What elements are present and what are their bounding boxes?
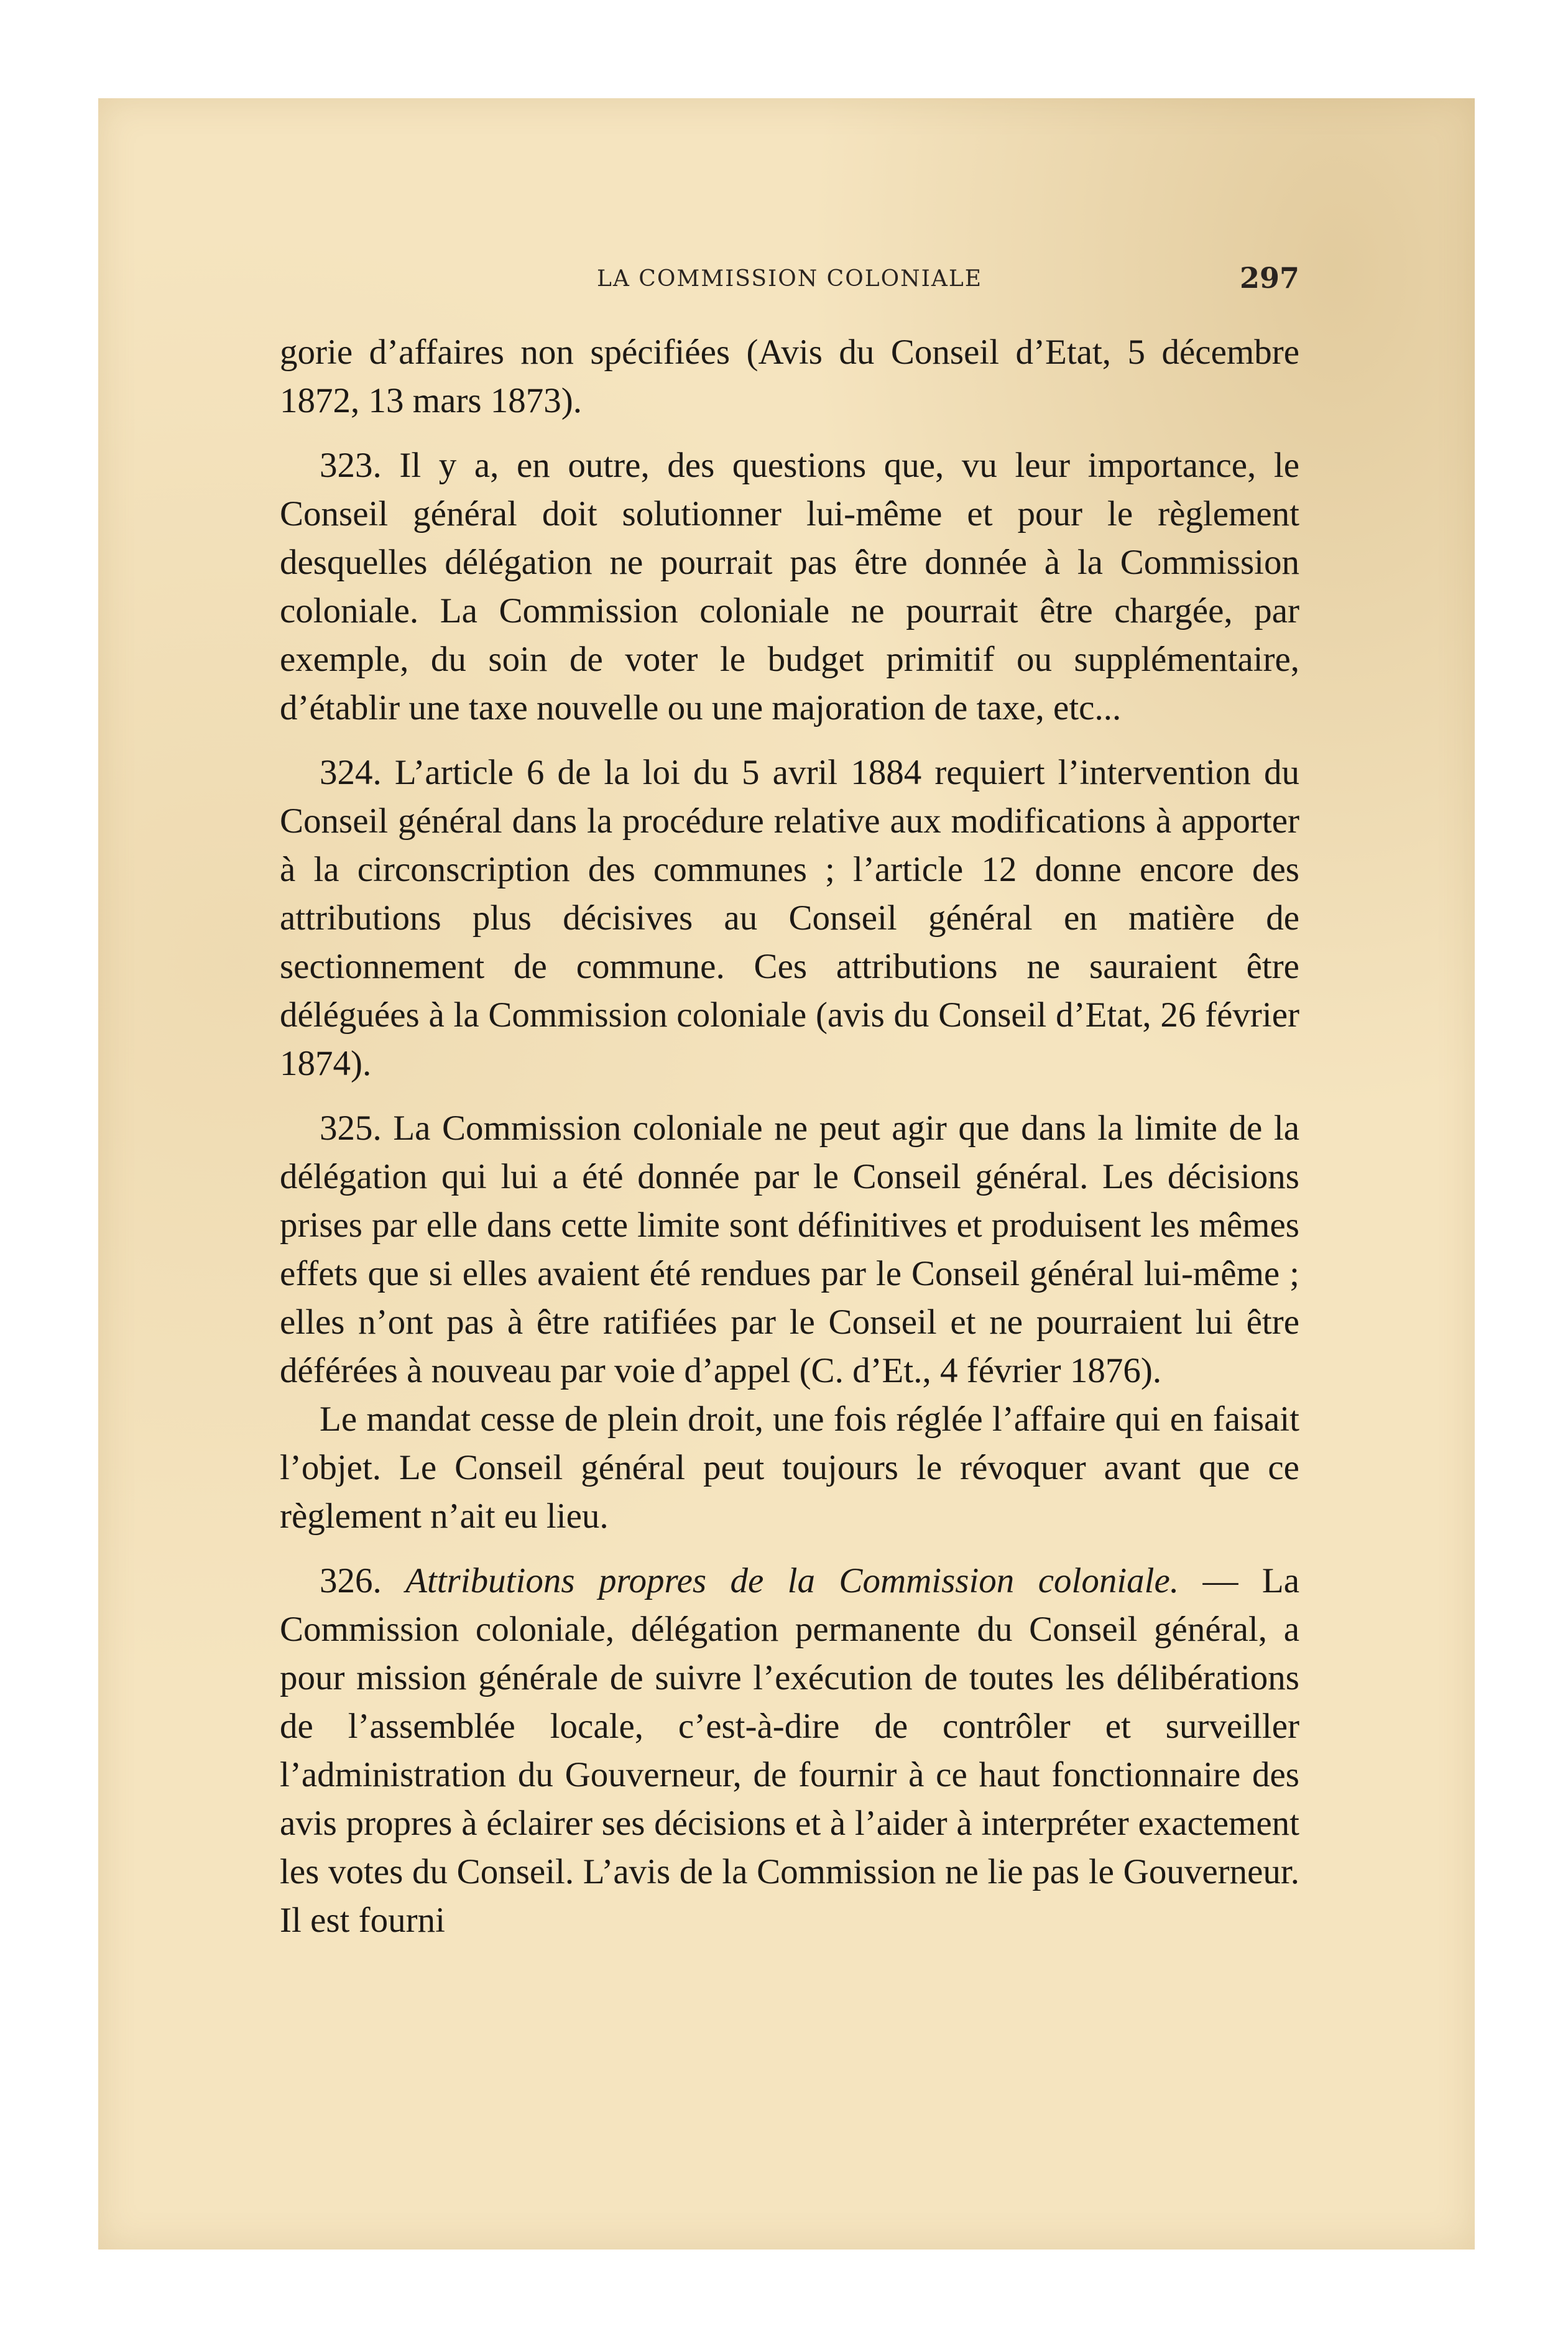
paragraph-number: 325. xyxy=(320,1109,382,1148)
paragraph-text: Il y a, en outre, des questions que, vu leur importance, le Conseil général doit solutionner lui-même et pour le règlement desquelles délégation ne pourrait pas être donnée à la Commission coloniale. La Commission coloniale ne pourrait être chargée, par exemple, du soin de voter le budget primitif ou supplémentaire, d’établir une taxe nouvelle ou une majoration de taxe, etc... xyxy=(280,446,1300,727)
page-number: 297 xyxy=(1239,261,1299,295)
paragraph-mandat xyxy=(280,1395,1299,1541)
body-text xyxy=(280,328,1299,1945)
running-title: LA COMMISSION COLONIALE xyxy=(596,266,983,292)
paragraph-text: gorie d’affaires non spécifiées (Avis du Conseil d’Etat, 5 décembre 1872, 13 mars 1873). xyxy=(280,333,1299,420)
paragraph-text: La Commission coloniale ne peut agir que dans la limite de la délégation qui lui a été donnée par le Conseil général. Les décisions prises par elle dans cette limite sont définitives et produisent les mêmes effets que si elles avaient été rendues par le Conseil général lui-même ; elles n’ont pas à être ratifiées par le Conseil et ne pourraient lui être déférées à nouveau par voie d’appel (C. d’Et., 4 février 1876). xyxy=(280,1109,1300,1390)
paragraph-323 xyxy=(280,441,1299,732)
paragraph-324 xyxy=(280,749,1299,1088)
paragraph-continuation xyxy=(280,328,1299,425)
paragraph-number: 323. xyxy=(320,446,382,485)
paragraph-326 xyxy=(280,1557,1299,1945)
paragraph-325 xyxy=(280,1104,1299,1395)
paragraph-text: L’article 6 de la loi du 5 avril 1884 requiert l’intervention du Conseil général dans la procédure relative aux modifications à apporter à la circonscription des communes ; l’article 12 donne encore des attributions plus décisives au Conseil général en matière de sectionnement de commune. Ces attributions ne sauraient être déléguées à la Commission coloniale (avis du Conseil d’Etat, 26 février 1874). xyxy=(280,753,1300,1083)
paragraph-number: 326. xyxy=(320,1561,382,1600)
paragraph-text: — La Commission coloniale, délégation permanente du Conseil général, a pour mission générale de suivre l’exécution de toutes les délibérations de l’assemblée locale, c’est-à-dire de contrôler et surveiller l’administration du Gouverneur, de fournir à ce haut fonctionnaire des avis propres à éclairer ses décisions et à l’aider à interpréter exactement les votes du Conseil. L’avis de la Commission ne lie pas le Gouverneur. Il est fourni xyxy=(280,1561,1300,1940)
paragraph-title: Attributions propres de la Commission coloniale. xyxy=(405,1561,1179,1600)
paragraph-number: 324. xyxy=(320,753,382,792)
paragraph-text: Le mandat cesse de plein droit, une fois réglée l’affaire qui en faisait l’objet. Le Conseil général peut toujours le révoquer avant que ce règlement n’ait eu lieu. xyxy=(280,1400,1299,1536)
page-header xyxy=(280,261,1299,298)
